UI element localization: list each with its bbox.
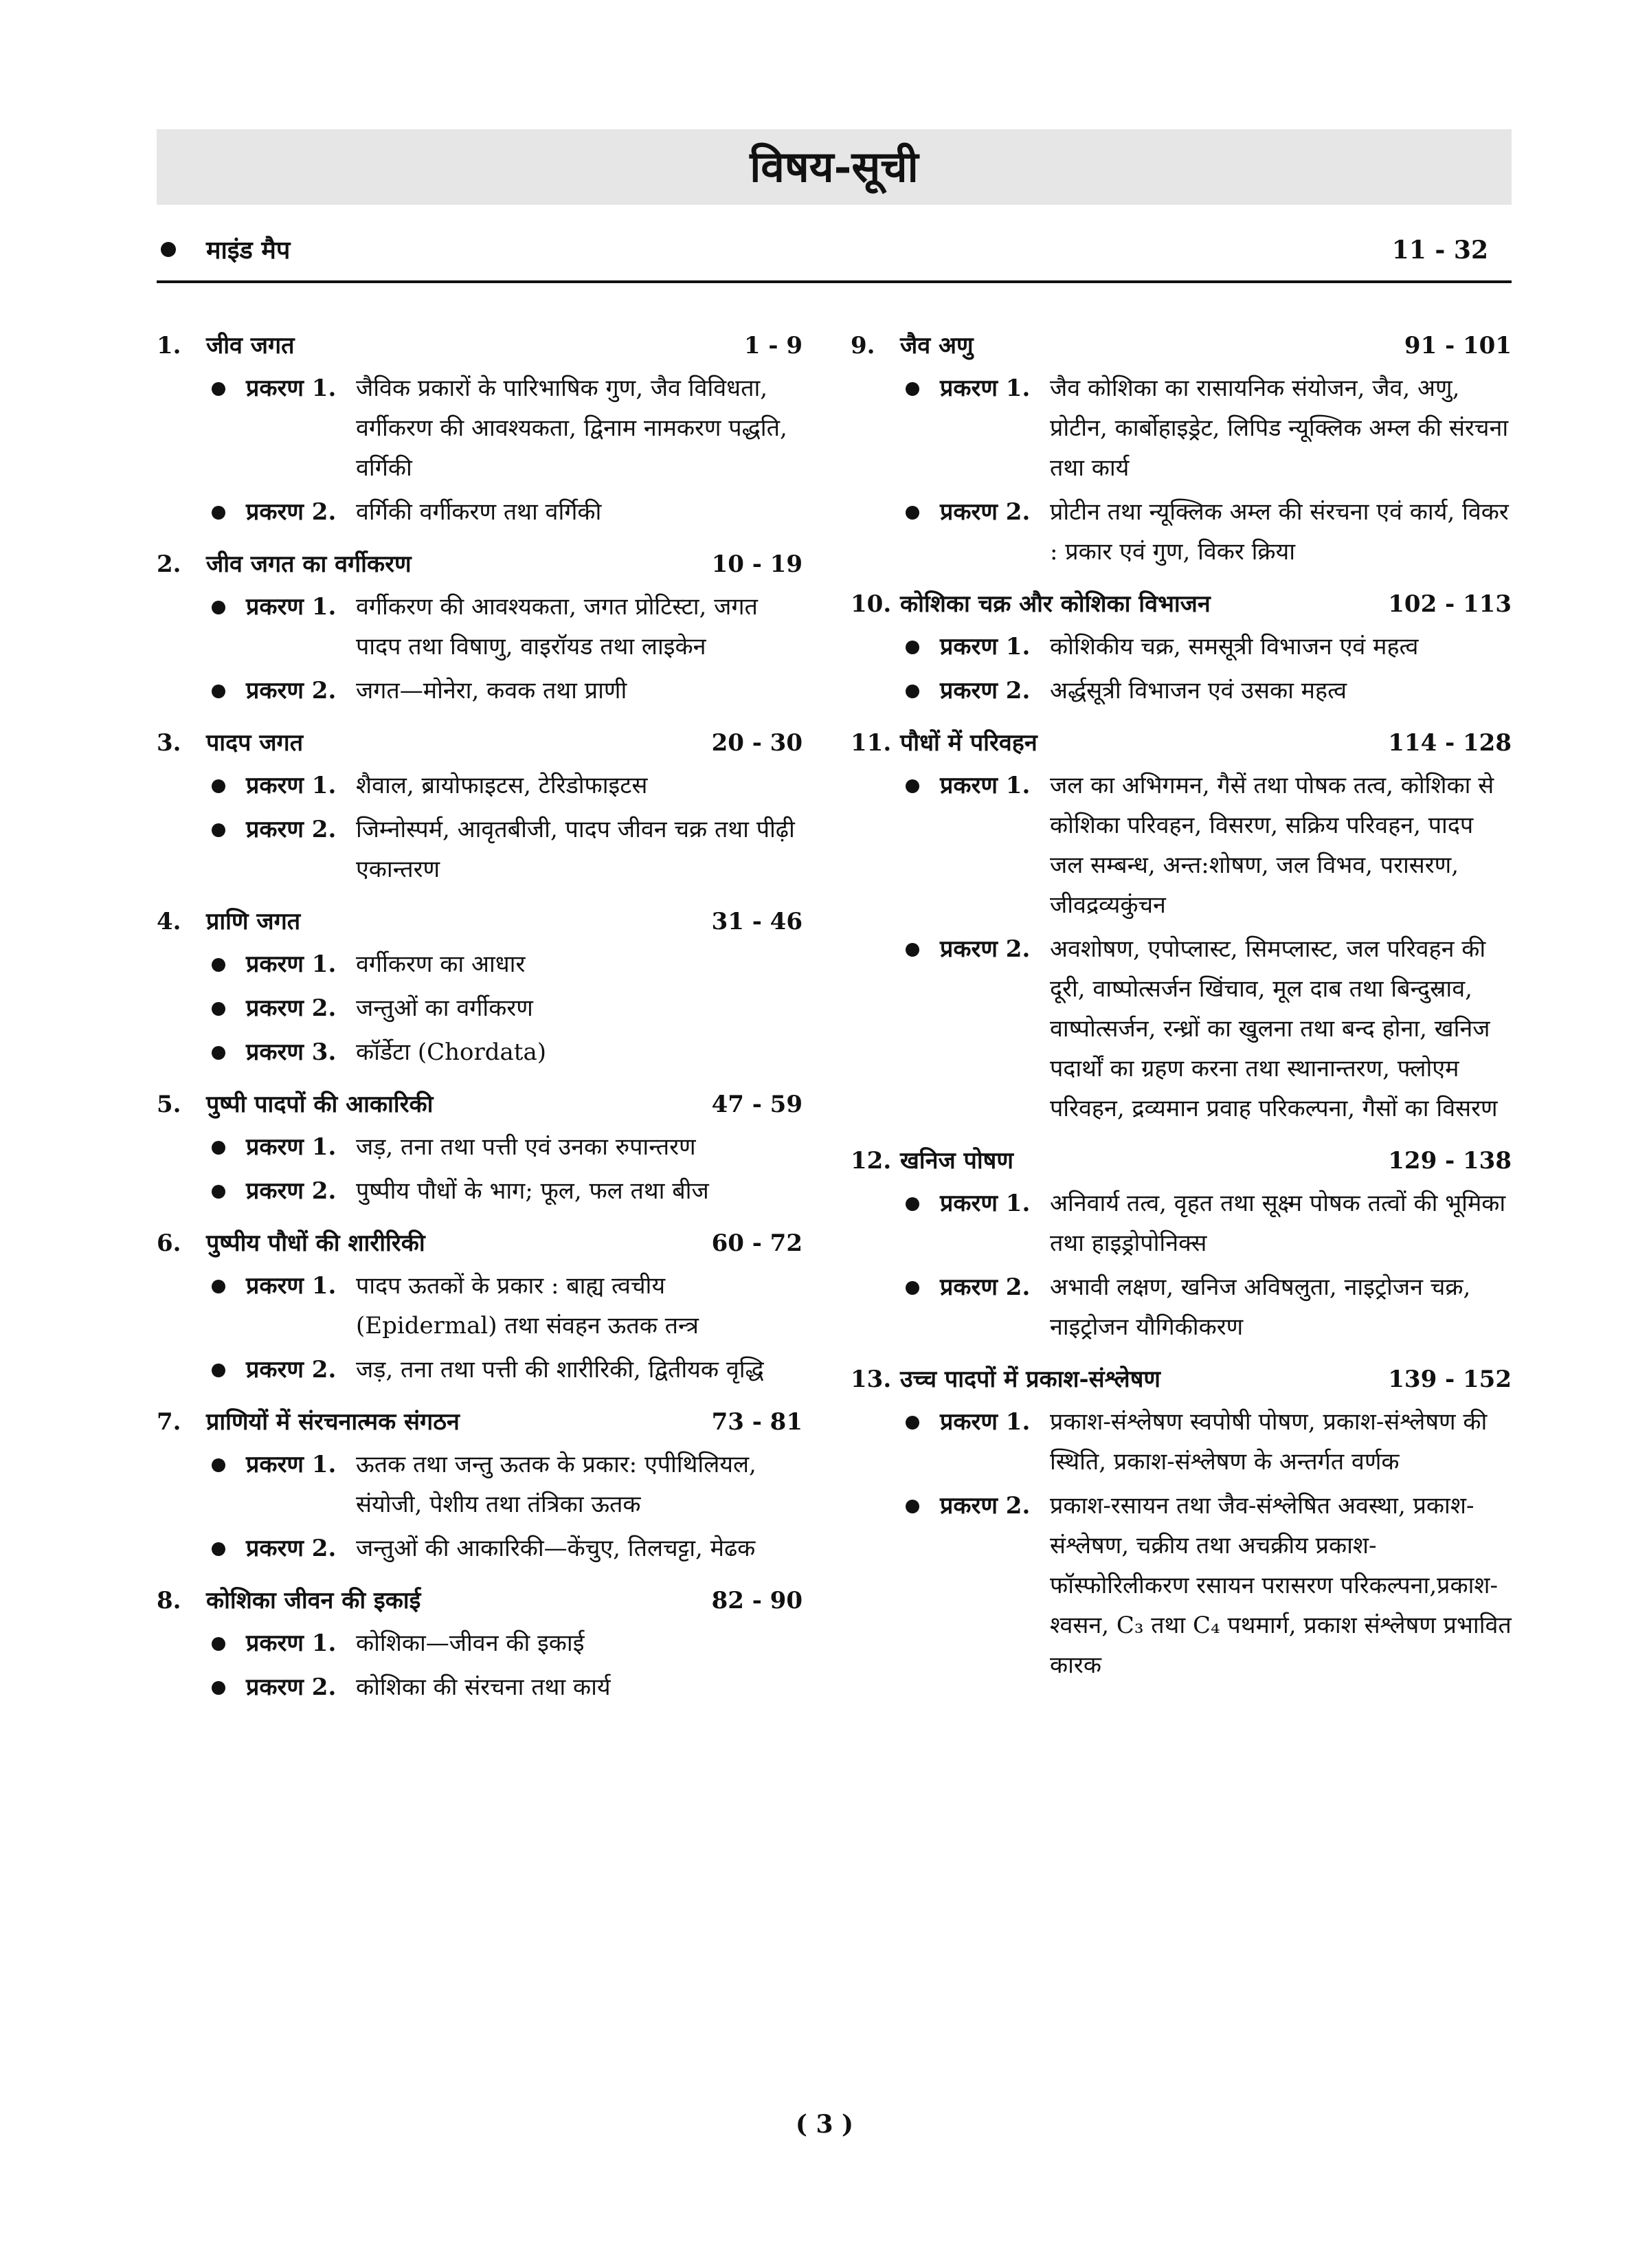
topic-item bbox=[157, 1266, 803, 1346]
topic-label: प्रकरण 2. bbox=[246, 1177, 337, 1205]
topic-text: जन्तुओं की आकारिकी—केंचुए, तिलचट्टा, मेढक bbox=[356, 1535, 756, 1562]
topic-item bbox=[851, 1402, 1512, 1482]
bullet-icon bbox=[212, 779, 225, 793]
topic-text: कॉर्डेटा (Chordata) bbox=[356, 1038, 546, 1066]
bullet-icon bbox=[906, 943, 919, 957]
topic-label: प्रकरण 2. bbox=[246, 994, 337, 1022]
header-divider bbox=[157, 280, 1512, 283]
bullet-icon bbox=[212, 1364, 225, 1377]
bullet-icon bbox=[212, 1280, 225, 1293]
bullet-icon bbox=[212, 1046, 225, 1060]
chapter-number: 3. bbox=[157, 729, 181, 757]
mind-map-pages: 11 - 32 bbox=[1391, 236, 1488, 265]
topic-text: जैविक प्रकारों के पारिभाषिक गुण, जैव विविधता, वर्गीकरण की आवश्यकता, द्विनाम नामकरण पद्धति, वर्गिकी bbox=[356, 375, 787, 482]
topic-text: अनिवार्य तत्व, वृहत तथा सूक्ष्म पोषक तत्वों की भूमिका तथा हाइड्रोपोनिक्स bbox=[1050, 1190, 1506, 1257]
topic-text: कोशिका की संरचना तथा कार्य bbox=[356, 1674, 611, 1701]
topic-item bbox=[851, 671, 1512, 711]
bullet-icon bbox=[212, 1185, 225, 1199]
topic-label: प्रकरण 2. bbox=[246, 816, 337, 843]
topic-item bbox=[157, 1032, 803, 1072]
topic-item bbox=[157, 944, 803, 984]
chapter-number: 10. bbox=[851, 590, 892, 618]
chapter-title: प्राणियों में संरचनात्मक संगठन bbox=[206, 1408, 460, 1436]
topic-text: पुष्पीय पौधों के भाग; फूल, फल तथा बीज bbox=[356, 1177, 709, 1205]
topic-text: जन्तुओं का वर्गीकरण bbox=[356, 994, 533, 1022]
toc-chapter bbox=[157, 542, 803, 711]
topic-label: प्रकरण 1. bbox=[940, 1408, 1031, 1436]
bullet-icon bbox=[906, 506, 919, 520]
topic-text: अभावी लक्षण, खनिज अविषलुता, नाइट्रोजन चक्र, नाइट्रोजन यौगिकीकरण bbox=[1050, 1274, 1471, 1341]
chapter-pages: 114 - 128 bbox=[1388, 729, 1512, 757]
chapter-number: 1. bbox=[157, 332, 181, 359]
topic-label: प्रकरण 2. bbox=[246, 1535, 337, 1562]
topic-label: प्रकरण 1. bbox=[246, 1630, 337, 1657]
chapter-heading bbox=[157, 542, 803, 587]
topic-label: प्रकरण 1. bbox=[246, 1133, 337, 1161]
bullet-icon bbox=[161, 242, 176, 257]
toc-left-column bbox=[157, 323, 803, 1717]
toc-chapter bbox=[851, 1138, 1512, 1347]
topic-item bbox=[157, 492, 803, 532]
chapter-number: 8. bbox=[157, 1587, 181, 1614]
page-number: ( 3 ) bbox=[795, 2110, 854, 2139]
chapter-heading bbox=[157, 720, 803, 766]
topic-text: प्रोटीन तथा न्यूक्लिक अम्ल की संरचना एवं कार्य, विकर : प्रकार एवं गुण, विकर क्रिया bbox=[1050, 498, 1509, 566]
chapter-heading bbox=[851, 720, 1512, 766]
topic-label: प्रकरण 1. bbox=[246, 1272, 337, 1300]
topic-label: प्रकरण 1. bbox=[246, 375, 337, 402]
chapter-pages: 73 - 81 bbox=[711, 1408, 803, 1436]
topic-text: जड़, तना तथा पत्ती की शारीरिकी, द्वितीयक वृद्धि bbox=[356, 1356, 764, 1383]
chapter-title: पुष्पी पादपों की आकारिकी bbox=[206, 1091, 434, 1118]
chapter-number: 4. bbox=[157, 908, 181, 935]
bullet-icon bbox=[212, 382, 225, 396]
topic-item bbox=[157, 1171, 803, 1211]
chapter-title: उच्च पादपों में प्रकाश-संश्लेषण bbox=[900, 1366, 1160, 1393]
topic-text: जड़, तना तथा पत्ती एवं उनका रुपान्तरण bbox=[356, 1133, 696, 1161]
chapter-number: 2. bbox=[157, 551, 181, 578]
topic-item bbox=[157, 810, 803, 889]
chapter-heading bbox=[157, 899, 803, 944]
bullet-icon bbox=[212, 958, 225, 972]
topic-text: जगत—मोनेरा, कवक तथा प्राणी bbox=[356, 677, 627, 704]
bullet-icon bbox=[212, 506, 225, 520]
topic-item bbox=[157, 587, 803, 667]
bullet-icon bbox=[906, 685, 919, 698]
topic-text: कोशिका—जीवन की इकाई bbox=[356, 1630, 585, 1657]
chapter-heading bbox=[157, 1578, 803, 1623]
topic-text: वर्गीकरण की आवश्यकता, जगत प्रोटिस्टा, जगत पादप तथा विषाणु, वाइरॉयड तथा लाइकेन bbox=[356, 593, 758, 660]
chapter-title: कोशिका चक्र और कोशिका विभाजन bbox=[900, 590, 1211, 618]
topic-text: अर्द्धसूत्री विभाजन एवं उसका महत्व bbox=[1050, 677, 1347, 704]
topic-label: प्रकरण 2. bbox=[246, 1674, 337, 1701]
bullet-icon bbox=[906, 382, 919, 396]
chapter-title: कोशिका जीवन की इकाई bbox=[206, 1587, 421, 1614]
toc-right-column bbox=[851, 323, 1512, 1695]
topic-label: प्रकरण 2. bbox=[246, 498, 337, 526]
bullet-icon bbox=[212, 1458, 225, 1472]
topic-text: जिम्नोस्पर्म, आवृतबीजी, पादप जीवन चक्र तथा पीढ़ी एकान्तरण bbox=[356, 816, 795, 883]
page-title: विषय-सूची bbox=[157, 129, 1512, 205]
chapter-title: पादप जगत bbox=[206, 729, 304, 757]
chapter-pages: 139 - 152 bbox=[1388, 1366, 1512, 1393]
toc-chapter bbox=[851, 323, 1512, 572]
chapter-heading bbox=[157, 1399, 803, 1445]
topic-label: प्रकरण 1. bbox=[246, 1451, 337, 1478]
topic-item bbox=[851, 368, 1512, 488]
topic-item bbox=[851, 766, 1512, 925]
topic-text: वर्गीकरण का आधार bbox=[356, 950, 526, 978]
topic-label: प्रकरण 2. bbox=[940, 1492, 1031, 1520]
chapter-title: जीव जगत bbox=[206, 332, 295, 359]
topic-item bbox=[157, 1667, 803, 1707]
chapter-title: पौधों में परिवहन bbox=[900, 729, 1037, 757]
topic-label: प्रकरण 1. bbox=[940, 375, 1031, 402]
chapter-heading bbox=[157, 1082, 803, 1127]
bullet-icon bbox=[212, 1637, 225, 1651]
chapter-title: प्राणि जगत bbox=[206, 908, 301, 935]
topic-item bbox=[851, 1486, 1512, 1685]
bullet-icon bbox=[212, 1681, 225, 1695]
chapter-heading bbox=[851, 323, 1512, 368]
chapter-title: खनिज पोषण bbox=[900, 1147, 1013, 1175]
topic-item bbox=[851, 492, 1512, 572]
bullet-icon bbox=[906, 641, 919, 654]
bullet-icon bbox=[906, 1281, 919, 1295]
topic-item bbox=[157, 1528, 803, 1568]
chapter-title: जैव अणु bbox=[900, 332, 974, 359]
chapter-number: 5. bbox=[157, 1091, 181, 1118]
topic-item bbox=[157, 1127, 803, 1167]
topic-text: शैवाल, ब्रायोफाइटस, टेरिडोफाइटस bbox=[356, 772, 648, 799]
chapter-number: 7. bbox=[157, 1408, 181, 1436]
topic-item bbox=[157, 766, 803, 805]
topic-item bbox=[851, 929, 1512, 1129]
toc-chapter bbox=[851, 720, 1512, 1129]
toc-chapter bbox=[157, 1399, 803, 1568]
topic-item bbox=[157, 1350, 803, 1390]
bullet-icon bbox=[906, 1500, 919, 1513]
topic-label: प्रकरण 1. bbox=[940, 633, 1031, 660]
chapter-pages: 91 - 101 bbox=[1404, 332, 1512, 359]
chapter-number: 13. bbox=[851, 1366, 892, 1393]
chapter-pages: 1 - 9 bbox=[743, 332, 803, 359]
topic-item bbox=[851, 1267, 1512, 1347]
toc-chapter bbox=[157, 1578, 803, 1707]
topic-item bbox=[851, 1183, 1512, 1263]
topic-item bbox=[157, 671, 803, 711]
chapter-number: 12. bbox=[851, 1147, 892, 1175]
chapter-pages: 82 - 90 bbox=[711, 1587, 803, 1614]
bullet-icon bbox=[212, 601, 225, 614]
topic-text: पादप ऊतकों के प्रकार : बाह्य त्वचीय (Epidermal) तथा संवहन ऊतक तन्त्र bbox=[356, 1272, 699, 1339]
toc-chapter bbox=[157, 1221, 803, 1390]
chapter-pages: 102 - 113 bbox=[1388, 590, 1512, 618]
chapter-number: 11. bbox=[851, 729, 892, 757]
chapter-heading bbox=[851, 1138, 1512, 1183]
topic-label: प्रकरण 2. bbox=[940, 677, 1031, 704]
topic-text: प्रकाश-रसायन तथा जैव-संश्लेषित अवस्था, प्रकाश-संश्लेषण, चक्रीय तथा अचक्रीय प्रकाश-फॉस्फोरिलीकरण रसायन परासरण परिकल्पना,प्रकाश-श्वसन, C₃ तथा C₄ पथमार्ग, प्रकाश संश्लेषण प्रभावित कारक bbox=[1050, 1492, 1512, 1679]
bullet-icon bbox=[906, 1416, 919, 1430]
topic-label: प्रकरण 2. bbox=[940, 935, 1031, 963]
topic-item bbox=[157, 1445, 803, 1524]
topic-label: प्रकरण 1. bbox=[246, 772, 337, 799]
chapter-heading bbox=[851, 1357, 1512, 1402]
bullet-icon bbox=[212, 1542, 225, 1556]
topic-label: प्रकरण 2. bbox=[940, 1274, 1031, 1301]
chapter-number: 6. bbox=[157, 1230, 181, 1257]
topic-item bbox=[157, 368, 803, 488]
topic-label: प्रकरण 1. bbox=[940, 772, 1031, 799]
toc-chapter bbox=[157, 323, 803, 532]
topic-label: प्रकरण 1. bbox=[246, 593, 337, 621]
topic-text: प्रकाश-संश्लेषण स्वपोषी पोषण, प्रकाश-संश्लेषण की स्थिति, प्रकाश-संश्लेषण के अन्तर्गत वर्णक bbox=[1050, 1408, 1488, 1476]
toc-chapter bbox=[157, 720, 803, 889]
topic-text: अवशोषण, एपोप्लास्ट, सिमप्लास्ट, जल परिवहन की दूरी, वाष्पोत्सर्जन खिंचाव, मूल दाब तथा बिन्दुस्राव, वाष्पोत्सर्जन, रन्ध्रों का खुलना तथा बन्द होना, खनिज पदार्थों का ग्रहण करना तथा स्थानान्तरण, फ्लोएम परिवहन, द्रव्यमान प्रवाह परिकल्पना, गैसों का विसरण bbox=[1050, 935, 1498, 1122]
topic-item bbox=[851, 627, 1512, 667]
mind-map-title: माइंड मैप bbox=[206, 236, 291, 265]
topic-label: प्रकरण 1. bbox=[246, 950, 337, 978]
topic-text: कोशिकीय चक्र, समसूत्री विभाजन एवं महत्व bbox=[1050, 633, 1419, 660]
bullet-icon bbox=[212, 685, 225, 698]
chapter-heading bbox=[851, 581, 1512, 627]
mind-map-row bbox=[157, 228, 1512, 272]
topic-label: प्रकरण 2. bbox=[246, 677, 337, 704]
topic-label: प्रकरण 2. bbox=[940, 498, 1031, 526]
chapter-pages: 10 - 19 bbox=[711, 551, 803, 578]
topic-label: प्रकरण 3. bbox=[246, 1038, 337, 1066]
toc-chapter bbox=[157, 899, 803, 1072]
topic-label: प्रकरण 1. bbox=[940, 1190, 1031, 1217]
toc-chapter bbox=[851, 1357, 1512, 1685]
chapter-heading bbox=[157, 323, 803, 368]
chapter-pages: 47 - 59 bbox=[711, 1091, 803, 1118]
topic-label: प्रकरण 2. bbox=[246, 1356, 337, 1383]
topic-text: वर्गिकी वर्गीकरण तथा वर्गिकी bbox=[356, 498, 602, 526]
toc-chapter bbox=[157, 1082, 803, 1211]
topic-text: जैव कोशिका का रासायनिक संयोजन, जैव, अणु, प्रोटीन, कार्बोहाइड्रेट, लिपिड न्यूक्लिक अम्ल की संरचना तथा कार्य bbox=[1050, 375, 1509, 482]
topic-text: ऊतक तथा जन्तु ऊतक के प्रकार: एपीथिलियल, संयोजी, पेशीय तथा तंत्रिका ऊतक bbox=[356, 1451, 756, 1518]
chapter-pages: 20 - 30 bbox=[711, 729, 803, 757]
bullet-icon bbox=[906, 1197, 919, 1211]
chapter-title: जीव जगत का वर्गीकरण bbox=[206, 551, 412, 578]
toc-chapter bbox=[851, 581, 1512, 711]
bullet-icon bbox=[212, 1141, 225, 1155]
topic-item bbox=[157, 1623, 803, 1663]
topic-item bbox=[157, 988, 803, 1028]
chapter-pages: 129 - 138 bbox=[1388, 1147, 1512, 1175]
bullet-icon bbox=[212, 1002, 225, 1016]
bullet-icon bbox=[906, 779, 919, 793]
chapter-pages: 60 - 72 bbox=[711, 1230, 803, 1257]
chapter-number: 9. bbox=[851, 332, 875, 359]
chapter-heading bbox=[157, 1221, 803, 1266]
bullet-icon bbox=[212, 823, 225, 837]
chapter-pages: 31 - 46 bbox=[711, 908, 803, 935]
chapter-title: पुष्पीय पौधों की शारीरिकी bbox=[206, 1230, 425, 1257]
topic-text: जल का अभिगमन, गैसें तथा पोषक तत्व, कोशिका से कोशिका परिवहन, विसरण, सक्रिय परिवहन, पादप जल सम्बन्ध, अन्त:शोषण, जल विभव, परासरण, जीवद्रव्यकुंचन bbox=[1050, 772, 1494, 919]
